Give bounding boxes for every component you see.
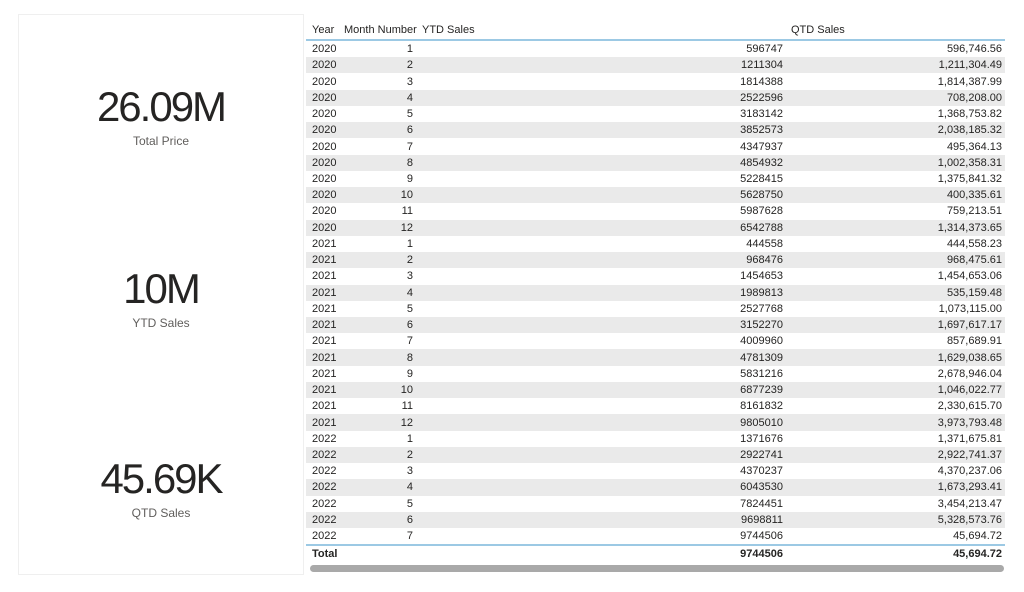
table-row [306,73,1005,89]
cell-ytd-sales: 5831216 [740,367,783,380]
cell-month-number: 4 [406,91,413,104]
cell-year: 2021 [312,384,337,397]
cell-ytd-sales: 444558 [746,237,783,250]
cell-qtd-sales: 1,046,022.77 [937,384,1002,397]
cell-ytd-sales: 7824451 [740,497,783,510]
cell-qtd-sales: 535,159.48 [946,286,1002,299]
cell-year: 2021 [312,286,337,299]
kpi-card-ytd-sales [18,265,304,330]
cell-ytd-sales: 596747 [746,43,783,56]
cell-qtd-sales: 1,211,304.49 [938,59,1002,72]
total-qtd-sales-cell: 45,694.72 [953,547,1002,560]
cell-year: 2020 [312,124,337,137]
cell-ytd-sales: 1814388 [740,75,783,88]
table-row [306,317,1005,333]
cell-ytd-sales: 4370237 [740,465,783,478]
cell-qtd-sales: 1,375,841.32 [937,172,1002,185]
table-row [306,366,1005,382]
cell-ytd-sales: 3152270 [740,319,783,332]
cell-ytd-sales: 1371676 [740,432,783,445]
cell-year: 2020 [312,59,337,72]
cell-year: 2021 [312,335,337,348]
column-header-ytd-sales[interactable]: YTD Sales [422,23,475,36]
cell-qtd-sales: 2,678,946.04 [937,367,1002,380]
cell-qtd-sales: 1,814,387.99 [937,75,1002,88]
table-row [306,333,1005,349]
cell-year: 2022 [312,432,337,445]
table-row [306,187,1005,203]
table-row [306,220,1005,236]
cell-qtd-sales: 400,335.61 [946,189,1002,202]
cell-qtd-sales: 2,922,741.37 [937,448,1002,461]
cell-month-number: 5 [406,497,413,510]
table-row [306,463,1005,479]
cell-year: 2020 [312,221,337,234]
cell-year: 2021 [312,400,337,413]
cell-month-number: 11 [401,400,413,413]
table-row [306,252,1005,268]
table-row [306,512,1005,528]
cell-qtd-sales: 3,454,213.47 [937,497,1002,510]
cell-month-number: 3 [406,75,413,88]
cell-month-number: 7 [406,335,413,348]
cell-ytd-sales: 968476 [746,254,783,267]
cell-qtd-sales: 1,629,038.65 [937,351,1002,364]
table-row [306,349,1005,365]
cell-ytd-sales: 1454653 [740,270,783,283]
cell-qtd-sales: 1,697,617.17 [937,319,1002,332]
table-row [306,155,1005,171]
cell-month-number: 5 [406,108,413,121]
cell-month-number: 6 [406,319,413,332]
cell-year: 2021 [312,254,337,267]
cell-ytd-sales: 8161832 [740,400,783,413]
cell-qtd-sales: 5,328,573.76 [937,513,1002,526]
cell-qtd-sales: 1,002,358.31 [937,156,1002,169]
cell-qtd-sales: 4,370,237.06 [937,465,1002,478]
table-header-row [306,20,1005,41]
cell-ytd-sales: 9805010 [740,416,783,429]
cell-ytd-sales: 9744506 [740,530,783,543]
cell-year: 2022 [312,497,337,510]
kpi-card-qtd-sales [18,455,304,520]
cell-month-number: 2 [406,254,413,267]
cell-year: 2021 [312,237,337,250]
cell-qtd-sales: 1,073,115.00 [938,302,1002,315]
cell-ytd-sales: 3183142 [740,108,783,121]
table-row [306,122,1005,138]
cell-qtd-sales: 444,558.23 [946,237,1002,250]
cell-year: 2021 [312,367,337,380]
cell-ytd-sales: 5228415 [740,172,783,185]
cell-ytd-sales: 5628750 [740,189,783,202]
table-row [306,90,1005,106]
cell-month-number: 8 [406,351,413,364]
cell-ytd-sales: 6542788 [740,221,783,234]
cell-year: 2021 [312,302,337,315]
cell-month-number: 11 [401,205,413,218]
cell-month-number: 1 [406,43,413,56]
cell-ytd-sales: 2522596 [740,91,783,104]
cell-month-number: 3 [406,270,413,283]
cell-month-number: 8 [406,156,413,169]
table-total-row [306,544,1005,561]
table-row [306,414,1005,430]
table-row [306,203,1005,219]
cell-month-number: 1 [406,432,413,445]
cell-year: 2020 [312,108,337,121]
cell-year: 2020 [312,205,337,218]
cell-ytd-sales: 4854932 [740,156,783,169]
table-row [306,398,1005,414]
table-row [306,496,1005,512]
table-row [306,268,1005,284]
table-row [306,285,1005,301]
cell-month-number: 4 [406,481,413,494]
table-row [306,41,1005,57]
table-row [306,57,1005,73]
cell-year: 2021 [312,319,337,332]
cell-year: 2022 [312,530,337,543]
cell-qtd-sales: 596,746.56 [946,43,1002,56]
cell-month-number: 5 [406,302,413,315]
table-row [306,138,1005,154]
cell-qtd-sales: 1,673,293.41 [937,481,1002,494]
cell-month-number: 9 [406,367,413,380]
table-row [306,447,1005,463]
table-rows [306,41,1005,544]
cell-year: 2022 [312,481,337,494]
cell-month-number: 10 [400,384,413,397]
kpi-value-total-price: 26.09M [96,83,226,130]
cell-year: 2020 [312,172,337,185]
cell-month-number: 7 [406,140,413,153]
table-row [306,236,1005,252]
cell-month-number: 12 [400,221,413,234]
cell-year: 2020 [312,140,337,153]
cell-ytd-sales: 3852573 [740,124,783,137]
cell-month-number: 9 [406,172,413,185]
cell-ytd-sales: 9698811 [740,513,783,526]
cell-qtd-sales: 759,213.51 [946,205,1002,218]
cell-month-number: 2 [406,59,413,72]
cell-month-number: 12 [400,416,413,429]
cell-year: 2020 [312,75,337,88]
table-row [306,106,1005,122]
cell-qtd-sales: 1,371,675.81 [937,432,1002,445]
cell-qtd-sales: 1,314,373.65 [937,221,1002,234]
cell-year: 2021 [312,416,337,429]
cell-qtd-sales: 1,368,753.82 [937,108,1002,121]
cell-month-number: 4 [406,286,413,299]
cell-year: 2022 [312,513,337,526]
kpi-label-qtd-sales: QTD Sales [131,506,191,520]
cell-year: 2020 [312,189,337,202]
column-header-year[interactable]: Year [312,23,335,36]
cell-ytd-sales: 2922741 [740,448,783,461]
data-table [306,20,1005,561]
cell-ytd-sales: 4781309 [740,351,783,364]
table-row [306,301,1005,317]
cell-qtd-sales: 3,973,793.48 [937,416,1002,429]
cell-qtd-sales: 1,454,653.06 [937,270,1002,283]
cell-year: 2020 [312,156,337,169]
cell-qtd-sales: 45,694.72 [953,530,1002,543]
cell-year: 2021 [312,351,337,364]
table-row [306,528,1005,544]
cell-month-number: 6 [406,124,413,137]
cell-qtd-sales: 857,689.91 [946,335,1002,348]
cell-month-number: 7 [406,530,413,543]
cell-year: 2022 [312,465,337,478]
cell-ytd-sales: 5987628 [740,205,783,218]
cell-ytd-sales: 4347937 [740,140,783,153]
cell-qtd-sales: 2,330,615.70 [937,400,1002,413]
cell-ytd-sales: 4009960 [740,335,783,348]
cell-year: 2020 [312,43,337,56]
cell-year: 2020 [312,91,337,104]
kpi-label-total-price: Total Price [132,134,190,148]
cell-year: 2021 [312,270,337,283]
total-label: Total [312,547,338,560]
cell-qtd-sales: 2,038,185.32 [937,124,1002,137]
cell-qtd-sales: 708,208.00 [946,91,1002,104]
kpi-value-ytd-sales: 10M [123,265,199,312]
cell-ytd-sales: 1989813 [740,286,783,299]
table-row [306,431,1005,447]
table-row [306,171,1005,187]
total-month-cell [341,546,417,561]
total-ytd-sales-cell: 9744506 [740,547,783,560]
cell-ytd-sales: 1211304 [740,59,783,72]
column-header-qtd-sales[interactable]: QTD Sales [791,23,845,36]
cell-ytd-sales: 2527768 [740,302,783,315]
kpi-card-total-price [18,83,304,148]
cell-qtd-sales: 495,364.13 [946,140,1002,153]
cell-ytd-sales: 6877239 [740,384,783,397]
cell-month-number: 2 [406,448,413,461]
cell-ytd-sales: 6043530 [740,481,783,494]
cell-month-number: 3 [406,465,413,478]
cell-year: 2022 [312,448,337,461]
table-row [306,479,1005,495]
kpi-value-qtd-sales: 45.69K [100,455,222,502]
cell-month-number: 1 [406,237,413,250]
cell-month-number: 10 [400,189,413,202]
cell-month-number: 6 [406,513,413,526]
horizontal-scrollbar[interactable] [310,565,1004,572]
table-row [306,382,1005,398]
kpi-label-ytd-sales: YTD Sales [132,316,190,330]
cell-qtd-sales: 968,475.61 [946,254,1002,267]
column-header-month-number[interactable]: Month Number [344,23,417,36]
